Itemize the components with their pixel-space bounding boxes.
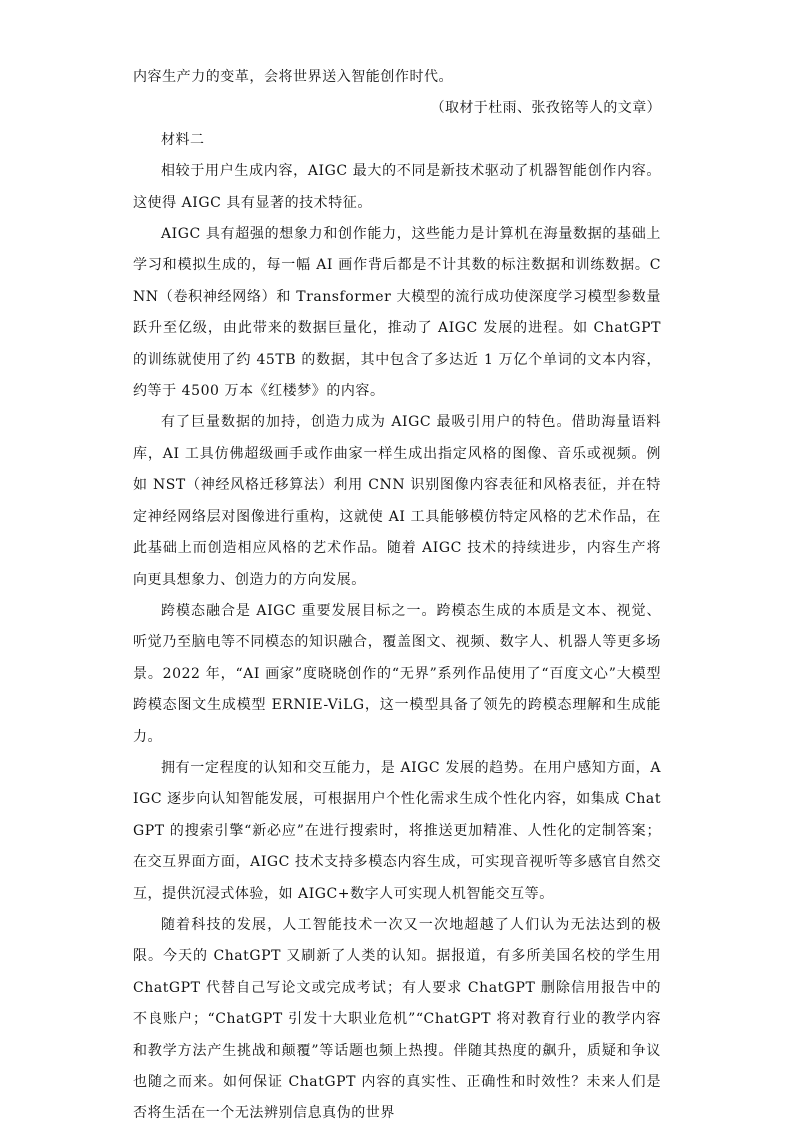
paragraph: 随着科技的发展，人工智能技术一次又一次地超越了人们认为无法达到的极限。今天的 ChatGPT 又刷新了人类的认知。据报道，有多所美国名校的学生用 ChatGPT 代替自己写论文或完成考试；有人要求 ChatGPT 删除信用报告中的不良账户；“ChatGPT 引发十大职业危机”“ChatGPT 将对教育行业的教学内容和教学方法产生挑战和颠覆”等话题也频上热搜。伴随其热度的飙升，质疑和争议也随之而来。如何保证 ChatGPT 内容的真实性、正确性和时效性？未来人们是否将生活在一个无法辨别信息真伪的世界 <box>133 916 661 1122</box>
paragraph: 相较于用户生成内容，AIGC 最大的不同是新技术驱动了机器智能创作内容。这使得 AIGC 具有显著的技术特征。 <box>133 163 661 211</box>
opening-line: 内容生产力的变革，会将世界送入智能创作时代。 <box>133 69 454 85</box>
document-page <box>133 62 661 1130</box>
section-title: 材料二 <box>161 131 205 148</box>
paragraph: AIGC 具有超强的想象力和创作能力，这些能力是计算机在海量数据的基础上学习和模拟生成的，每一幅 AI 画作背后都是不计其数的标注数据和训练数据。CNN（卷积神经网络）和 Transformer 大模型的流行成功使深度学习模型参数量跃升至亿级，由此带来的数据巨量化，推动了 AIGC 发展的进程。如 ChatGPT 的训练就使用了约 45TB 的数据，其中包含了多达近 1 万亿个单词的文本内容，约等于 4500 万本《红楼梦》的内容。 <box>133 226 661 400</box>
source-note: （取材于杜雨、张孜铭等人的文章） <box>430 100 661 117</box>
paragraph: 跨模态融合是 AIGC 重要发展目标之一。跨模态生成的本质是文本、视觉、听觉乃至脑电等不同模态的知识融合，覆盖图文、视频、数字人、机器人等更多场景。2022 年，“AI 画家”度晓晓创作的“无界”系列作品使用了“百度文心”大模型跨模态图文生成模型 ERNIE-ViLG，这一模型具备了领先的跨模态理解和生成能力。 <box>133 602 661 745</box>
paragraph: 有了巨量数据的加持，创造力成为 AIGC 最吸引用户的特色。借助海量语料库，AI 工具仿佛超级画手或作曲家一样生成出指定风格的图像、音乐或视频。例如 NST（神经风格迁移算法）利用 CNN 识别图像内容表征和风格表征，并在特定神经网络层对图像进行重构，这就使 AI 工具能够模仿特定风格的艺术作品，在此基础上而创造相应风格的艺术作品。随着 AIGC 技术的持续进步，内容生产将向更具想象力、创造力的方向发展。 <box>133 414 661 588</box>
paragraph: 拥有一定程度的认知和交互能力，是 AIGC 发展的趋势。在用户感知方面，AIGC 逐步向认知智能发展，可根据用户个性化需求生成个性化内容，如集成 ChatGPT 的搜索引擎“新必应”在进行搜索时，将推送更加精准、人性化的定制答案；在交互界面方面，AIGC 技术支持多模态内容生成，可实现音视听等多感官自然交互，提供沉浸式体验，如 AIGC+数字人可实现人机智能交互等。 <box>133 759 661 902</box>
